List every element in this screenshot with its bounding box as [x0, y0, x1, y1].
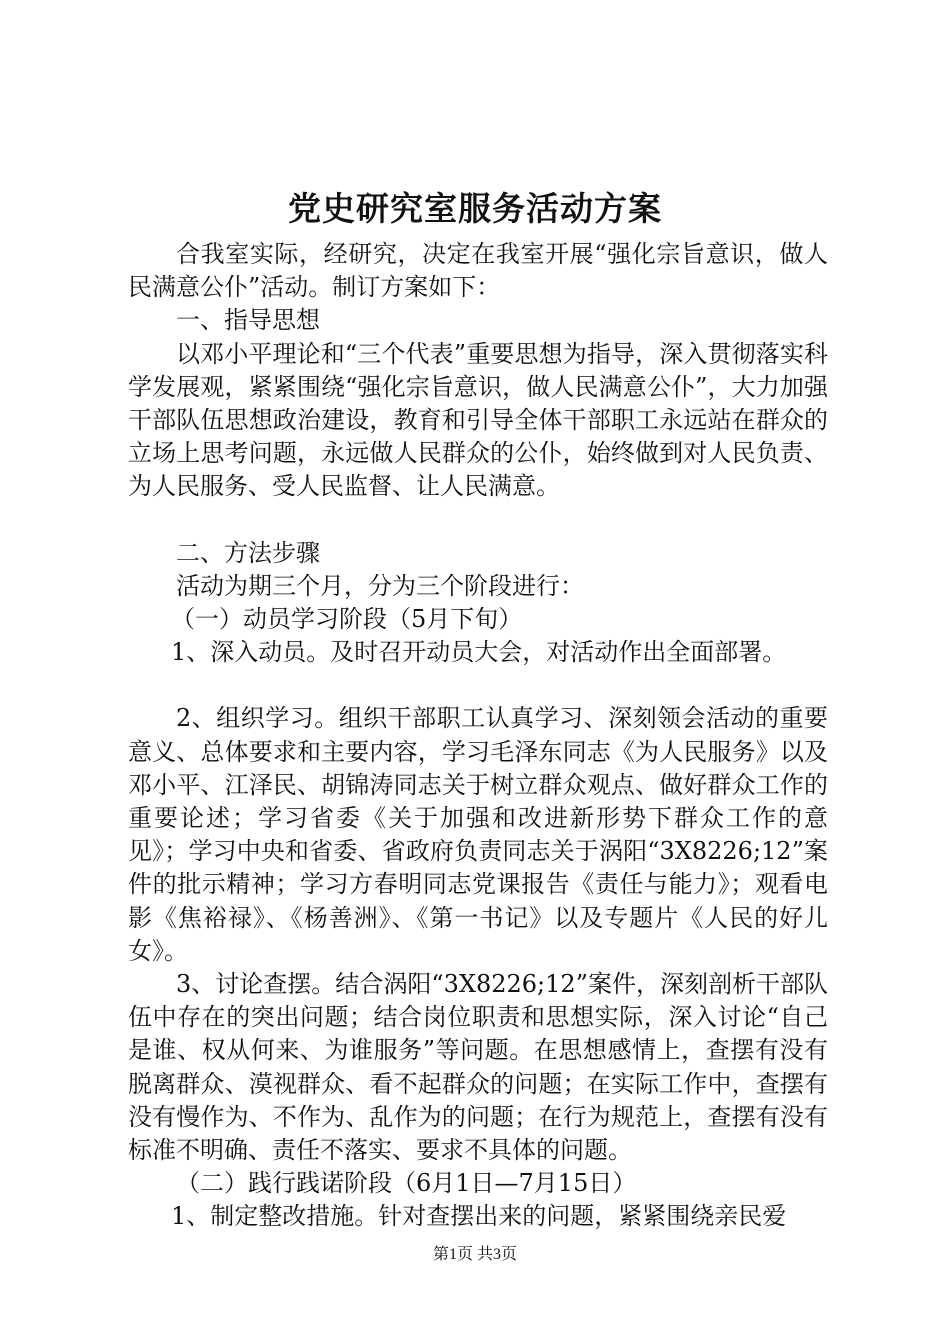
- intro-paragraph: 合我室实际，经研究，决定在我室开展“强化宗旨意识，做人民满意公仆”活动。制订方案如下：: [128, 240, 828, 302]
- section-heading-guiding-thought: 一、指导思想: [176, 306, 320, 335]
- rectification-paragraph: 1、制定整改措施。针对查摆出来的问题，紧紧围绕亲民爱: [171, 1202, 787, 1231]
- section-heading-method-steps: 二、方法步骤: [176, 538, 320, 567]
- stage-two-heading: （二）践行践诺阶段（6月1日—7月15日）: [176, 1169, 637, 1198]
- guiding-thought-paragraph: 以邓小平理论和“三个代表”重要思想为指导，深入贯彻落实科学发展观，紧紧围绕“强化宗旨意识，做人民满意公仆”，大力加强干部队伍思想政治建设，教育和引导全体干部职工永远站在群众的立场上思考问题，永远做人民群众的公仆，始终做到对人民负责、为人民服务、受人民监督、让人民满意。: [128, 339, 828, 501]
- document-title: 党史研究室服务活动方案: [288, 189, 662, 228]
- discussion-paragraph: 3、讨论查摆。结合涡阳“3X8226;12”案件，深刻剖析干部队伍中存在的突出问题；结合岗位职责和思想实际，深入讨论“自己是谁、权从何来、为谁服务”等问题。在思想感情上，查摆有没有脱离群众、漠视群众、看不起群众的问题；在实际工作中，查摆有没有慢作为、不作为、乱作为的问题；在行为规范上，查摆有没有标准不明确、责任不落实、要求不具体的问题。: [128, 970, 828, 1165]
- document-body: [128, 238, 828, 1234]
- stage-one-heading: （一）动员学习阶段（5月下旬）: [171, 605, 523, 634]
- mobilization-paragraph: 1、深入动员。及时召开动员大会，对活动作出全面部署。: [171, 638, 787, 667]
- activity-duration-paragraph: 活动为期三个月，分为三个阶段进行：: [176, 571, 584, 600]
- page-number-footer: 第1页 共3页: [432, 1246, 517, 1263]
- study-paragraph: 2、组织学习。组织干部职工认真学习、深刻领会活动的重要意义、总体要求和主要内容，学习毛泽东同志《为人民服务》以及邓小平、江泽民、胡锦涛同志关于树立群众观点、做好群众工作的重要论述；学习省委《关于加强和改进新形势下群众工作的意见》；学习中央和省委、省政府负责同志关于涡阳“3X8226;12”案件的批示精神；学习方春明同志党课报告《责任与能力》；观看电影《焦裕禄》、《杨善洲》、《第一书记》以及专题片《人民的好儿女》。: [128, 704, 828, 965]
